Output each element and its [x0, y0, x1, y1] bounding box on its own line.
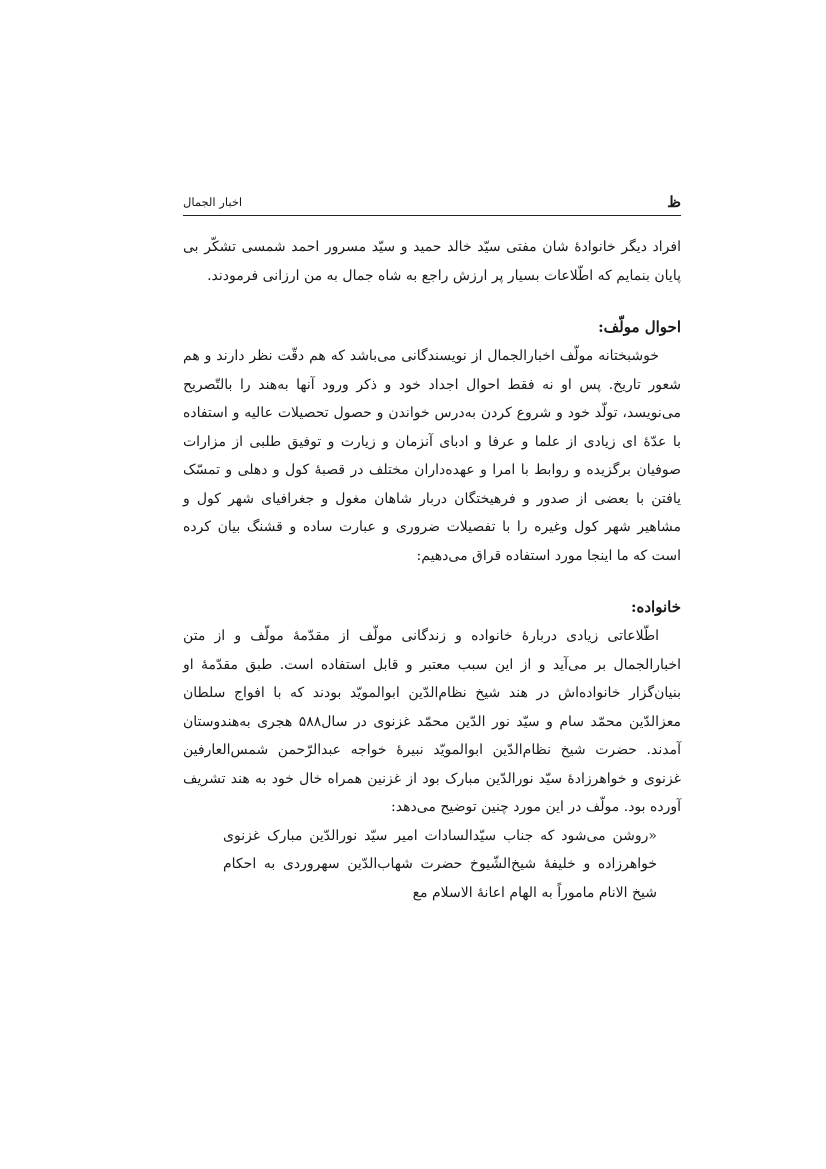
running-title: اخبار الجمال	[183, 195, 243, 209]
page-body	[183, 233, 681, 907]
section-heading-author: احوال مولّف:	[598, 318, 681, 336]
family-paragraph: اطّلاعاتی زیادی دربارهٔ خانواده و زندگانی مولّف از مقدّمهٔ مولّف و از متن اخبارالجمال بر می‌آید و از این سبب معتبر و قابل استفاده است. طبق مقدّمهٔ او بنیان‌گزار خانواده‌اش در هند شیخ نظام‌الدّین ابوالمویّد بودند که با افواج سلطان معزالدّین محمّد سام و سیّد نور الدّین محمّد غزنوی در سال۵۸۸ هجری به‌هندوستان آمدند. حضرت شیخ نظام‌الدّین ابوالمویّد نبیرهٔ خواجه عبدالرّحمن شمس‌العارفین غزنوی و خواهرزادهٔ سیّد نورالدّین مبارک بود از غزنین همراه خال خود به هند تشریف آورده بود. مولّف در این مورد چنین توضیح می‌دهد:	[183, 628, 682, 815]
running-header	[183, 193, 681, 216]
book-page	[183, 0, 681, 1169]
section-heading-family: خانواده:	[630, 598, 681, 616]
author-paragraph: خوشبختانه مولّف اخبارالجمال از نویسندگانی می‌باشد که هم دقّت نظر دارند و هم شعور تاریخ. پس او نه فقط احوال اجداد خود و ذکر ورود آنها به‌هند را بالتّصریح می‌نویسد، تولّد خود و شروع کردن به‌درس خواندن و حصول تحصیلات عالیه و استفاده با عدّهٔ ای زیادی از علما و عرفا و ادبای آنزمان و زیارت و توفیق طلبی از مزارات صوفیان برگزیده و روابط با امرا و عهده‌داران مختلف در قصبهٔ کول و دهلی و تمسّک یافتن با بعضی از صدور و فرهیختگان دربار شاهان مغول و جغرافیای شهر کول و مشاهیر شهر کول وغیره را با تفصیلات ضروری و عبارت ساده و قشنگ بیان کرده است که ما اینجا مورد استفاده قراق می‌دهیم:	[183, 348, 681, 564]
intro-paragraph: افراد دیگر خانوادهٔ شان مفتی سیّد خالد حمید و سیّد مسرور احمد شمسی تشکّر بی پایان بنمایم که اطّلاعات بسیار پر ارزش راجع به شاه جمال به من ارزانی فرمودند.	[183, 239, 681, 284]
block-quote: «روشن می‌شود که جناب سیّدالسادات امیر سیّد نورالدّین مبارک غزنوی خواهرزاده و خلیفهٔ شیخ‌الشّیوخ حضرت شهاب‌الدّین سهروردی به احکام شیخ الانام ماموراً به الهام اعانهٔ الاسلام مع	[223, 827, 657, 901]
page-number: ظ	[667, 193, 681, 211]
